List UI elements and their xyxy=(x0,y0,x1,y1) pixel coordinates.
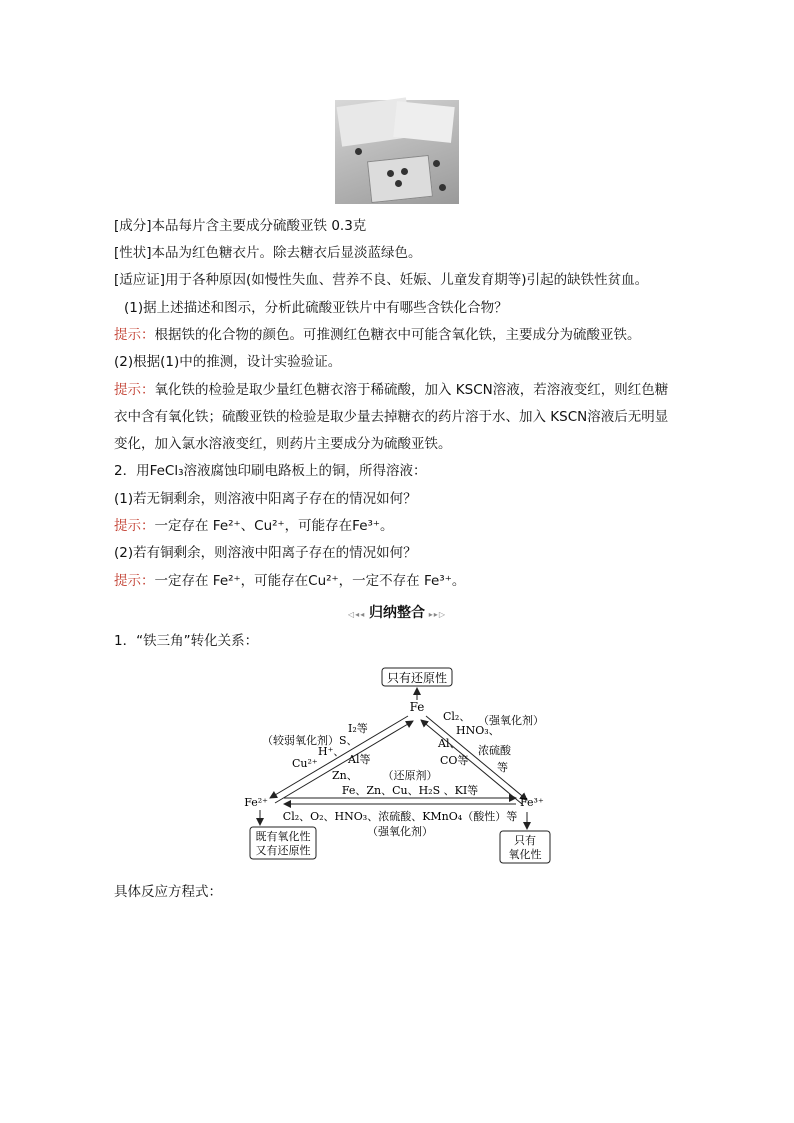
hint-text: 氧化铁的检验是取少量红色糖衣溶于稀硫酸，加入 KSCN溶液，若溶液变红，则红色糖 xyxy=(154,382,669,398)
strong-oxidant-bottom-label: （强氧化剂） xyxy=(367,825,433,838)
left-box-line2: 又有还原性 xyxy=(255,844,311,857)
section-title xyxy=(337,602,457,620)
ingredient-line: [成分]本品每片含主要成分硫酸亚铁 0.3克 xyxy=(114,218,367,234)
h-plus-label: H⁺、 xyxy=(318,745,345,758)
medicine-photo xyxy=(335,100,459,204)
question-3-2: (2)若有铜剩余，则溶液中阳离子存在的情况如何？ xyxy=(114,545,417,561)
question-3: 2．用FeCl₃溶液腐蚀印刷电路板上的铜，所得溶液： xyxy=(114,463,427,479)
question-1: (1)据上述描述和图示，分析此硫酸亚铁片中有哪些含铁化合物？ xyxy=(124,300,508,316)
hint-line-1 xyxy=(114,325,641,345)
hint-label: 提示： xyxy=(114,573,155,589)
zn-label: Zn、 xyxy=(332,769,358,782)
right-box-line2: 氧化性 xyxy=(508,848,542,861)
strong-oxidant-top-label: （强氧化剂） xyxy=(478,714,544,727)
oxidant-list: Cl₂、O₂、HNO₃、浓硫酸、KMnO₄（酸性）等 xyxy=(282,810,518,823)
question-2: (2)根据(1)中的推测，设计实验验证。 xyxy=(114,354,342,370)
cu2-label: Cu²⁺ xyxy=(292,757,318,770)
left-box-line1: 既有氧化性 xyxy=(255,830,311,843)
hint-label: 提示： xyxy=(114,327,155,343)
i2-label: I₂等 xyxy=(348,722,368,735)
al-right-label: Al、 xyxy=(438,737,461,750)
right-ornament: ▸▸▷ xyxy=(425,610,446,619)
pill xyxy=(355,148,362,155)
indication-line: [适应证]用于各种原因(如慢性失血、营养不良、妊娠、儿童发育期等)引起的缺铁性贫血。 xyxy=(114,272,649,288)
hno3-top-label: HNO₃、 xyxy=(456,724,500,737)
top-box-text: 只有还原性 xyxy=(386,671,448,685)
pill xyxy=(387,170,394,177)
pill xyxy=(433,160,440,167)
hint-line-2 xyxy=(114,380,668,400)
hint-line-3 xyxy=(114,516,394,536)
cl2-top-label: Cl₂、 xyxy=(443,710,471,723)
weak-oxidant-label: （较弱氧化剂）S、 xyxy=(262,734,358,747)
pill xyxy=(401,168,408,175)
deng-label: 等 xyxy=(497,761,508,774)
hint-line-4 xyxy=(114,571,465,591)
reducer-label: （还原剂） xyxy=(382,769,438,782)
conc-acid-label: 浓硫酸 xyxy=(478,744,511,757)
fe3-label: Fe³⁺ xyxy=(520,796,544,809)
question-3-1: (1)若无铜剩余，则溶液中阳离子存在的情况如何？ xyxy=(114,491,417,507)
medicine-box-right xyxy=(393,101,454,143)
reducer-list: Fe、Zn、Cu、H₂S 、KI等 xyxy=(341,784,479,797)
iron-triangle-intro: 1．“铁三角”转化关系： xyxy=(114,633,259,649)
co-label: CO等 xyxy=(440,754,469,767)
hint-text: 一定存在 Fe²⁺，可能存在Cu²⁺，一定不存在 Fe³⁺。 xyxy=(154,573,466,589)
hint-line-2c: 变化，加入氯水溶液变红，则药片主要成分为硫酸亚铁。 xyxy=(114,436,452,452)
reaction-equations-heading: 具体反应方程式： xyxy=(114,884,222,900)
left-ornament: ◁◂◂ xyxy=(348,610,369,619)
hint-line-2b: 衣中含有氧化铁；硫酸亚铁的检验是取少量去掉糖衣的药片溶于水、加入 KSCN溶液后无明显 xyxy=(114,409,669,425)
pill xyxy=(439,184,446,191)
pill xyxy=(395,180,402,187)
right-box-line1: 只有 xyxy=(514,834,536,847)
hint-label: 提示： xyxy=(114,518,155,534)
iron-triangle-diagram xyxy=(240,662,570,868)
hint-text: 一定存在 Fe²⁺、Cu²⁺，可能存在Fe³⁺。 xyxy=(154,518,394,534)
hint-text: 根据铁的化合物的颜色。可推测红色糖衣中可能含氧化铁，主要成分为硫酸亚铁。 xyxy=(154,327,641,343)
fe-label: Fe xyxy=(409,700,425,714)
blister-pack xyxy=(367,155,433,203)
fe2-label: Fe²⁺ xyxy=(244,796,268,809)
hint-label: 提示： xyxy=(114,382,155,398)
property-line: [性状]本品为红色糖衣片。除去糖衣后显淡蓝绿色。 xyxy=(114,245,422,261)
section-title-text: 归纳整合 xyxy=(369,605,425,621)
al-left-label: Al等 xyxy=(348,753,371,766)
